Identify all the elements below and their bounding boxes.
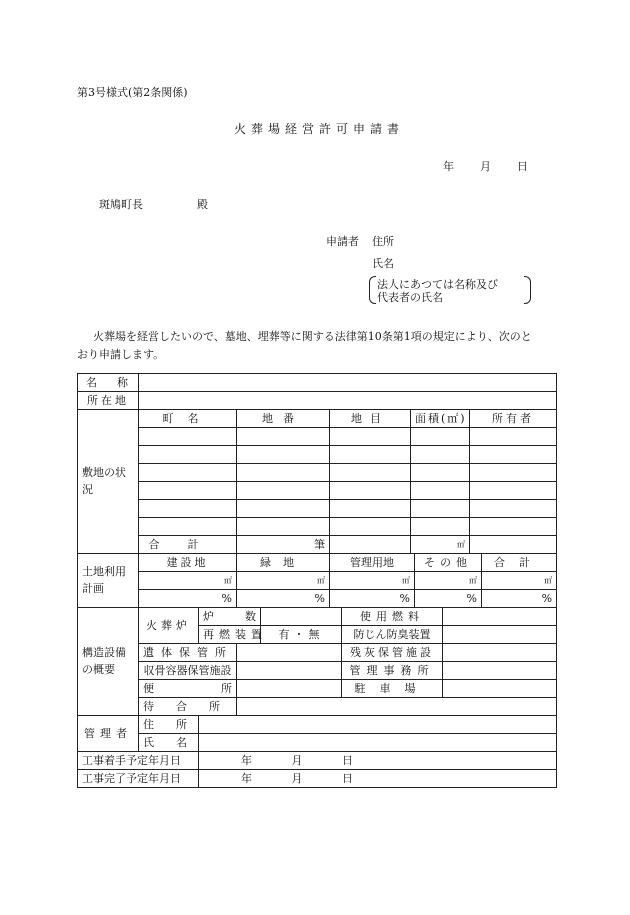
ash-storage-label: 残灰保管施設: [342, 644, 443, 662]
site-row: [78, 500, 557, 518]
addressee-honorific: 殿: [197, 198, 208, 211]
name-value[interactable]: [139, 374, 557, 392]
manager-address-label: 住 所: [139, 716, 199, 734]
site-total-label: 合計: [139, 536, 237, 554]
site-header-town: 町名: [139, 410, 237, 428]
site-total-landtype: [330, 536, 411, 554]
urn-storage-value[interactable]: [237, 662, 342, 680]
site-header-area: 面積(㎡): [411, 410, 470, 428]
landuse-area-admin[interactable]: ㎡: [330, 572, 415, 590]
parking-value[interactable]: [443, 680, 557, 698]
manager-address-value[interactable]: [199, 716, 557, 734]
site-row: [78, 482, 557, 500]
site-row: [78, 428, 557, 446]
office-label: 管理事務所: [342, 662, 443, 680]
body-text-line2: おり申請します。: [77, 348, 165, 361]
landuse-area-other[interactable]: ㎡: [415, 572, 482, 590]
site-header-lot: 地番: [237, 410, 330, 428]
structure-label: 構造設備 の概要: [78, 608, 139, 716]
site-total-owner: [470, 536, 557, 554]
fuel-label: 使用燃料: [342, 608, 443, 626]
parking-label: 駐車場: [342, 680, 443, 698]
start-date-value[interactable]: 年 月 日: [199, 752, 557, 770]
landuse-header-admin: 管理用地: [330, 554, 415, 572]
application-table: [77, 373, 557, 788]
start-date-label: 工事着手予定年月日: [78, 752, 199, 770]
applicant-name-label: 氏名: [372, 257, 394, 270]
landuse-header-other: その他: [415, 554, 482, 572]
site-total-area[interactable]: ㎡: [411, 536, 470, 554]
deodorize-value[interactable]: [443, 626, 557, 644]
location-value[interactable]: [139, 392, 557, 410]
paren-left: [369, 276, 376, 304]
landuse-label: 土地利用 計画: [78, 554, 139, 608]
landuse-pct-total[interactable]: %: [482, 590, 557, 608]
body-storage-value[interactable]: [237, 644, 342, 662]
manager-label: 管理者: [78, 716, 139, 752]
urn-storage-label: 収骨容器保管施設: [139, 662, 237, 680]
paren-right: [524, 276, 531, 304]
location-label: 所在地: [78, 392, 139, 410]
landuse-area-building[interactable]: ㎡: [139, 572, 237, 590]
furnace-count-label: 炉 数: [199, 608, 261, 626]
deodorize-label: 防じん防臭装置: [342, 626, 443, 644]
site-header-landtype: 地目: [330, 410, 411, 428]
date-day: 日: [517, 160, 528, 173]
page-title: 火葬場経営許可申請書: [234, 122, 405, 136]
form-number: 第3号様式(第2条関係): [77, 86, 188, 99]
ash-storage-value[interactable]: [443, 644, 557, 662]
manager-name-value[interactable]: [199, 734, 557, 752]
end-date-label: 工事完了予定年月日: [78, 770, 199, 788]
toilet-value[interactable]: [237, 680, 342, 698]
applicant-note-line2: 代表者の氏名: [377, 291, 443, 304]
landuse-area-total[interactable]: ㎡: [482, 572, 557, 590]
manager-name-label: 氏 名: [139, 734, 199, 752]
date-month: 月: [480, 160, 491, 173]
waiting-value[interactable]: [237, 698, 557, 716]
office-value[interactable]: [443, 662, 557, 680]
site-label: 敷地の状 況: [78, 410, 139, 554]
site-header-owner: 所有者: [470, 410, 557, 428]
reburn-value[interactable]: 有・無: [261, 626, 342, 644]
landuse-pct-building[interactable]: %: [139, 590, 237, 608]
landuse-pct-green[interactable]: %: [237, 590, 330, 608]
landuse-header-total: 合計: [482, 554, 557, 572]
toilet-label: 便 所: [139, 680, 237, 698]
site-row: [78, 518, 557, 536]
furnace-label: 火葬炉: [139, 608, 199, 644]
landuse-header-building: 建設地: [139, 554, 237, 572]
end-date-value[interactable]: 年 月 日: [199, 770, 557, 788]
body-storage-label: 遺体保管所: [139, 644, 237, 662]
addressee-name: 斑鳩町長: [99, 198, 143, 211]
name-label-cell: 名 称: [78, 374, 139, 392]
fuel-value[interactable]: [443, 608, 557, 626]
landuse-area-green[interactable]: ㎡: [237, 572, 330, 590]
date-year: 年: [443, 160, 454, 173]
site-row: [78, 464, 557, 482]
landuse-pct-admin[interactable]: %: [330, 590, 415, 608]
site-row: [78, 446, 557, 464]
waiting-label: 待合所: [139, 698, 237, 716]
body-text-line1: 火葬場を経営したいので、墓地、埋葬等に関する法律第10条第1項の規定により、次のと: [93, 330, 532, 343]
furnace-count-value[interactable]: [261, 608, 342, 626]
landuse-pct-other[interactable]: %: [415, 590, 482, 608]
reburn-label: 再燃装置: [199, 626, 261, 644]
applicant-note-line1: 法人にあつては名称及び: [377, 278, 498, 291]
landuse-header-green: 緑地: [237, 554, 330, 572]
site-total-lots[interactable]: 筆: [237, 536, 330, 554]
applicant-address-label: 住所: [372, 235, 394, 248]
applicant-label: 申請者: [326, 235, 359, 248]
